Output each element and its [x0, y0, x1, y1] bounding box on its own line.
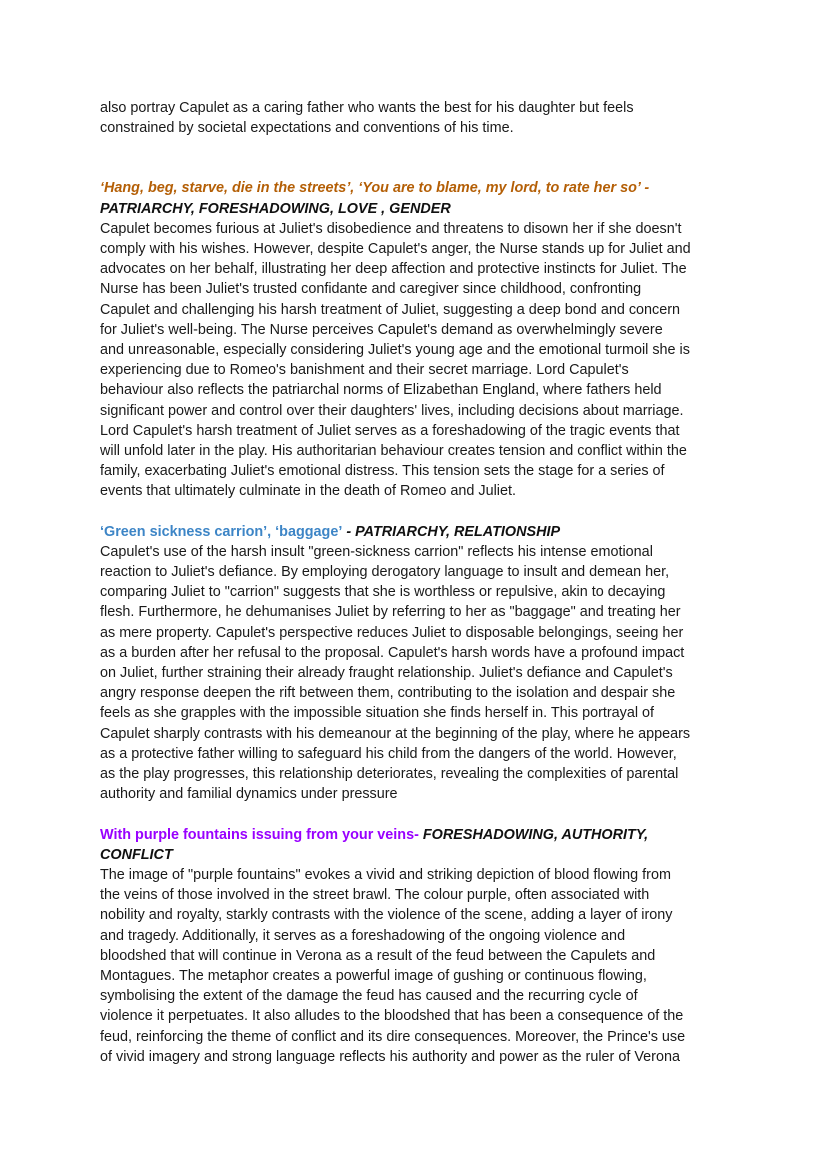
intro-paragraph: also portray Capulet as a caring father who wants the best for his daughter but feels constrained by societal expectations and conventions of his time.: [100, 100, 634, 137]
section-green-sickness: [100, 522, 740, 805]
section-heading: [100, 522, 740, 542]
section-body: Capulet becomes furious at Juliet's disobedience and threatens to disown her if she doesn't comply with his wishes. However, despite Capulet's anger, the Nurse stands up for Juliet and advocates on her behalf, illustrating her deep affection and protective instincts for Juliet. The Nurse has been Juliet's trusted confidante and caregiver since childhood, confronting Capulet and challenging his harsh treatment of Juliet, suggesting a deep bond and concern for Juliet's well-being. The Nurse perceives Capulet's demand as overwhelmingly severe and unreasonable, especially considering Juliet's young age and the emotional turmoil she is experiencing due to Romeo's banishment and their secret marriage. Lord Capulet's behaviour also reflects the patriarchal norms of Elizabethan England, where fathers held significant power and control over their daughters' lives, including decisions about marriage. Lord Capulet's harsh treatment of Juliet serves as a foreshadowing of the tragic events that will unfold later in the play. His authoritarian behaviour creates tension and conflict within the family, exacerbating Juliet's emotional distress. This tension sets the stage for a series of events that ultimately culminate in the death of Romeo and Juliet.: [100, 220, 691, 500]
themes-text: - PATRIARCHY, RELATIONSHIP: [342, 523, 561, 540]
quote-text: With purple fountains issuing from your veins-: [100, 826, 419, 843]
section-purple-fountains: [100, 825, 740, 1067]
themes-text: PATRIARCHY, FORESHADOWING, LOVE , GENDER: [100, 200, 451, 217]
section-body: The image of "purple fountains" evokes a vivid and striking depiction of blood flowing from the veins of those involved in the street brawl. The colour purple, often associated with nobility and royalty, starkly contrasts with the violence of the scene, adding a layer of irony and tragedy. Additionally, it serves as a foreshadowing of the ongoing violence and bloodshed that will continue in Verona as a result of the feud between the Capulets and Montagues. The metaphor creates a powerful image of gushing or continuous flowing, symbolising the extent of the damage the feud has caused and the recurring cycle of violence it perpetuates. It also alludes to the bloodshed that has been a consequence of the feud, reinforcing the theme of conflict and its dire consequences. Moreover, the Prince's use of vivid imagery and strong language reflects his authority and power as the ruler of Verona: [100, 866, 686, 1065]
section-heading: [100, 825, 740, 865]
section-heading: [100, 178, 740, 218]
section-hang-beg-starve: [100, 178, 740, 501]
document-page: [100, 98, 740, 1067]
themes-text: FORESHADOWING, AUTHORITY, CONFLICT: [100, 826, 649, 863]
section-body: Capulet's use of the harsh insult "green-sickness carrion" reflects his intense emotional reaction to Juliet's defiance. By employing derogatory language to insult and demean her, comparing Juliet to "carrion" suggests that she is worthless or repulsive, akin to decaying flesh. Furthermore, he dehumanises Juliet by referring to her as "baggage" and treating her as mere property. Capulet's perspective reduces Juliet to disposable belongings, seeing her as a burden after her refusal to the proposal. Capulet's harsh words have a profound impact on Juliet, further straining their already fraught relationship. Juliet's defiance and Capulet's angry response deepen the rift between them, contributing to the isolation and despair she feels as she grapples with the impossible situation she finds herself in. This portrayal of Capulet sharply contrasts with his demeanour at the beginning of the play, where he appears as a protective father willing to safeguard his child from the dangers of the world. However, as the play progresses, this relationship deteriorates, revealing the complexities of parental authority and familial dynamics under pressure: [100, 543, 691, 803]
quote-text: ‘Green sickness carrion’, ‘baggage’: [100, 523, 343, 540]
quote-text: ‘Hang, beg, starve, die in the streets’, ‘You are to blame, my lord, to rate her so’ -: [100, 180, 650, 197]
